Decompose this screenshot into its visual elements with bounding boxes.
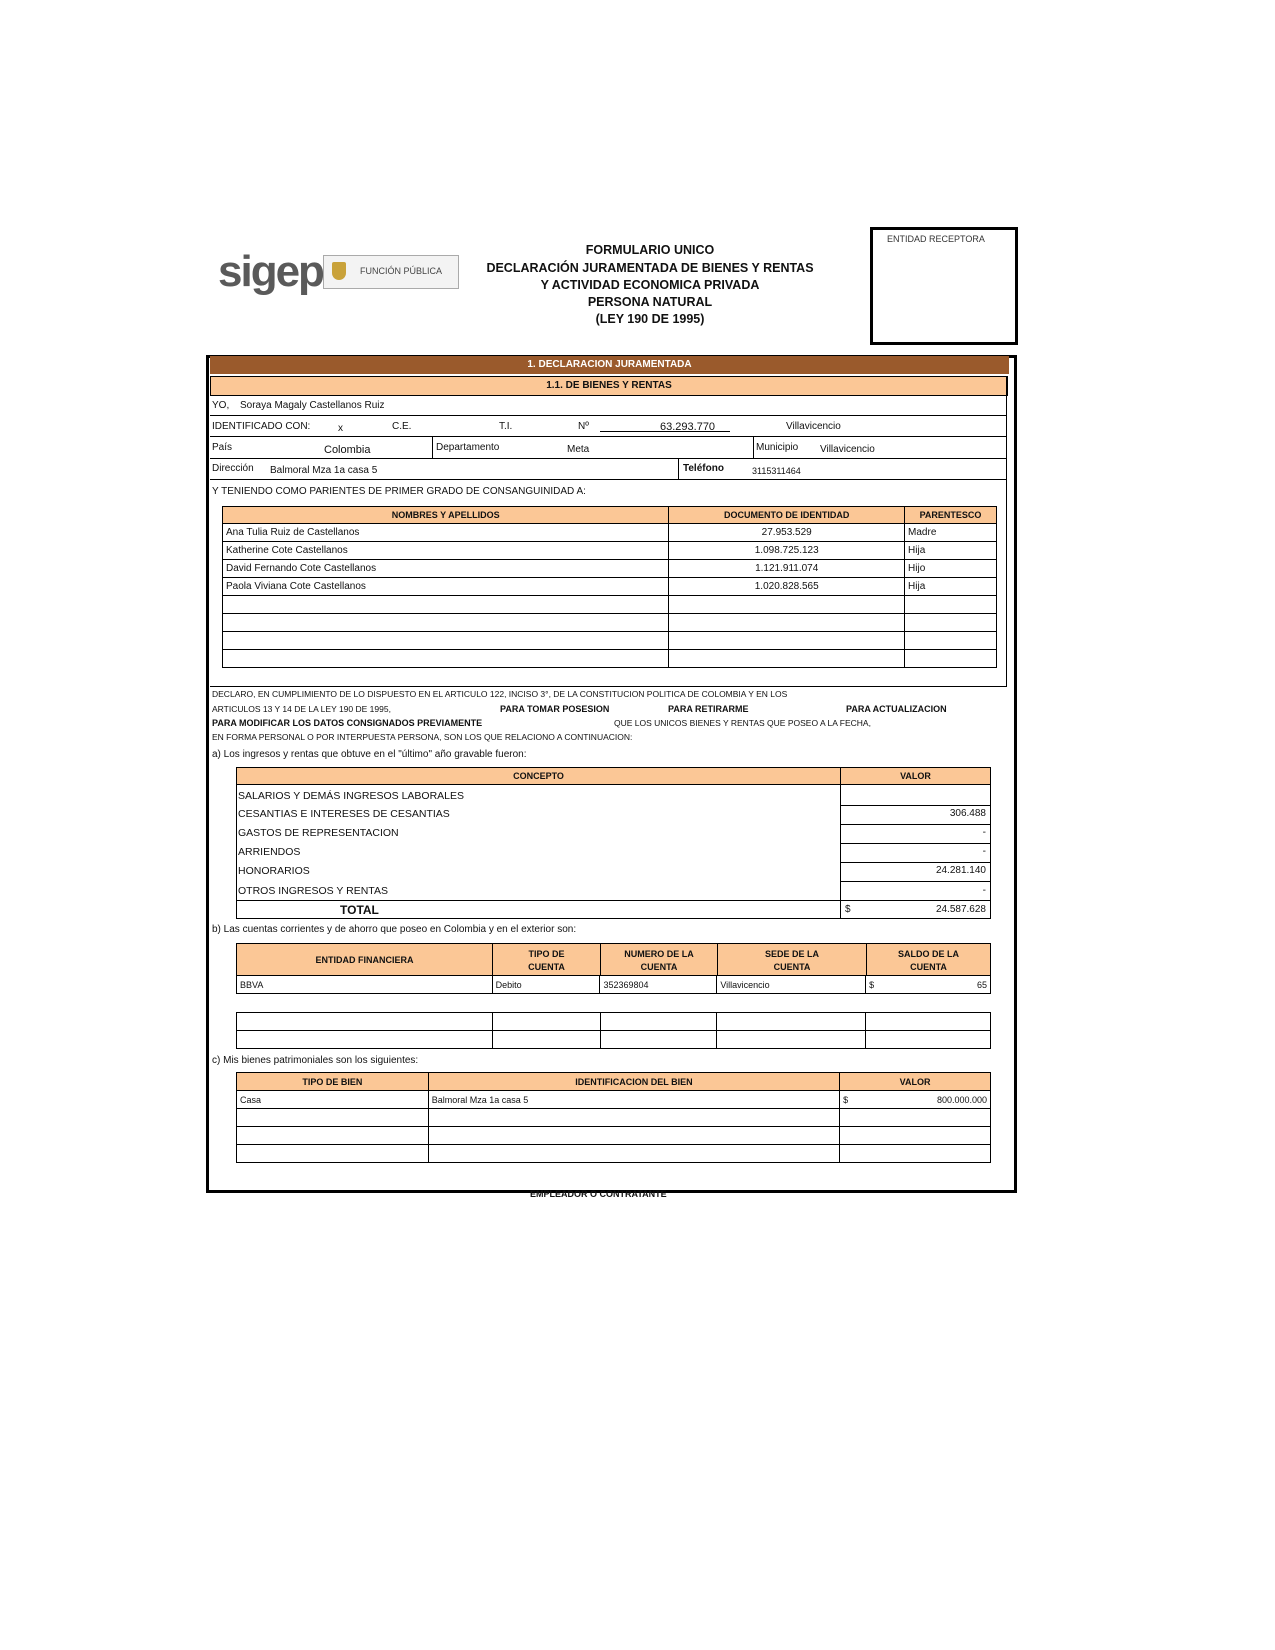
telefono-value[interactable]: 3115311464 xyxy=(752,466,801,476)
cuentas-table-empty xyxy=(236,1012,991,1049)
departamento-label: Departamento xyxy=(436,442,500,453)
declaro-line-4: EN FORMA PERSONAL O POR INTERPUESTA PERSONA, SON LOS QUE RELACIONO A CONTINUACION: xyxy=(212,732,633,742)
saldo-value: 65 xyxy=(976,979,987,990)
municipio-label: Municipio xyxy=(756,442,799,453)
ingreso-concepto: GASTOS DE REPRESENTACION xyxy=(238,827,399,839)
bien-currency: $ xyxy=(843,1094,849,1105)
bienes-header-tipo: TIPO DE BIEN xyxy=(237,1073,429,1091)
no-label: Nº xyxy=(578,421,589,432)
section-title: 1. DECLARACION JURAMENTADA xyxy=(210,356,1009,374)
saldo-currency: $ xyxy=(869,979,875,990)
ce-label: C.E. xyxy=(392,421,412,432)
para-tomar-posesion[interactable]: PARA TOMAR POSESION xyxy=(500,704,610,714)
relatives-intro: Y TENIENDO COMO PARIENTES DE PRIMER GRADO DE CONSANGUINIDAD A: xyxy=(212,486,586,497)
relatives-header-doc: DOCUMENTO DE IDENTIDAD xyxy=(669,507,905,524)
table-row xyxy=(237,1031,991,1049)
ingresos-header-valor: VALOR xyxy=(840,767,991,785)
table-row xyxy=(237,1013,991,1031)
declaro-line-3: QUE LOS UNICOS BIENES Y RENTAS QUE POSEO A LA FECHA, xyxy=(614,718,871,728)
para-modificar[interactable]: PARA MODIFICAR LOS DATOS CONSIGNADOS PREVIAMENTE xyxy=(212,718,483,728)
cuentas-header-tipo: TIPO DE CUENTA xyxy=(492,943,601,976)
id-number[interactable]: 63.293.770 xyxy=(660,421,716,433)
declaro-line-1: DECLARO, EN CUMPLIMIENTO DE LO DISPUESTO EN EL ARTICULO 122, INCISO 3°, DE LA CONSTITUCION POLITICA DE COLOMBIA Y EN LOS xyxy=(212,689,788,699)
relatives-header-parentesco: PARENTESCO xyxy=(905,507,997,524)
ingreso-concepto: HONORARIOS xyxy=(238,865,310,877)
table-row xyxy=(223,614,997,632)
coat-of-arms-icon xyxy=(332,262,346,280)
table-row xyxy=(223,650,997,668)
declaro-line-2: ARTICULOS 13 Y 14 DE LA LEY 190 DE 1995, xyxy=(212,704,391,714)
bienes-header-identificacion: IDENTIFICACION DEL BIEN xyxy=(428,1073,839,1091)
relatives-header-name: NOMBRES Y APELLIDOS xyxy=(223,507,669,524)
ti-label: T.I. xyxy=(499,421,513,432)
departamento-value[interactable]: Meta xyxy=(567,444,590,455)
municipio-value[interactable]: Villavicencio xyxy=(820,444,875,455)
section-subtitle: 1.1. DE BIENES Y RENTAS xyxy=(210,376,1008,396)
cuentas-header-saldo: SALDO DE LA CUENTA xyxy=(866,943,991,976)
form-title-1: FORMULARIO UNICO xyxy=(585,243,715,257)
ingreso-valor[interactable]: 24.281.140 xyxy=(935,865,986,876)
ingreso-concepto: CESANTIAS E INTERESES DE CESANTIAS xyxy=(238,808,450,820)
declarant-name[interactable]: Soraya Magaly Castellanos Ruiz xyxy=(240,400,385,411)
table-row xyxy=(237,1109,991,1127)
bien-value: 800.000.000 xyxy=(936,1094,987,1105)
table-row: David Fernando Cote Castellanos 1.121.911.074 Hijo xyxy=(223,560,997,578)
ingreso-valor[interactable]: - xyxy=(982,885,986,896)
ingreso-concepto: ARRIENDOS xyxy=(238,846,301,858)
funcion-publica-label: FUNCIÓN PÚBLICA xyxy=(360,266,443,276)
ingresos-header-concepto: CONCEPTO xyxy=(236,767,841,785)
bienes-table xyxy=(236,1072,991,1163)
telefono-label: Teléfono xyxy=(683,463,724,474)
ingreso-concepto: OTROS INGRESOS Y RENTAS xyxy=(238,885,388,897)
funcion-publica-logo xyxy=(323,255,459,289)
ingreso-concepto: SALARIOS Y DEMÁS INGRESOS LABORALES xyxy=(238,790,465,802)
ingreso-valor[interactable]: - xyxy=(982,846,986,857)
identificado-label: IDENTIFICADO CON: xyxy=(212,421,311,432)
entidad-receptora-box[interactable] xyxy=(870,227,1018,345)
cuentas-intro: b) Las cuentas corrientes y de ahorro que poseo en Colombia y en el exterior son: xyxy=(212,924,577,935)
bienes-header-valor: VALOR xyxy=(840,1073,991,1091)
direccion-value[interactable]: Balmoral Mza 1a casa 5 xyxy=(270,465,378,476)
id-city[interactable]: Villavicencio xyxy=(786,421,841,432)
table-row: Casa Balmoral Mza 1a casa 5 $ 800.000.000 xyxy=(237,1091,991,1109)
sigep-logo: sigep xyxy=(218,247,323,296)
relatives-table xyxy=(222,506,997,668)
bienes-intro: c) Mis bienes patrimoniales son los siguientes: xyxy=(212,1055,419,1066)
total-label: TOTAL xyxy=(340,903,379,917)
table-row: BBVA Debito 352369804 Villavicencio $ 65 xyxy=(237,976,991,994)
table-row xyxy=(223,596,997,614)
para-actualizacion[interactable]: PARA ACTUALIZACION xyxy=(846,704,947,714)
form-title-3: Y ACTIVIDAD ECONOMICA PRIVADA xyxy=(540,278,760,292)
cuentas-header-entidad: ENTIDAD FINANCIERA xyxy=(236,943,493,976)
form-title-2: DECLARACIÓN JURAMENTADA DE BIENES Y RENTAS xyxy=(486,261,814,275)
yo-label: YO, xyxy=(212,400,230,411)
cuentas-table xyxy=(236,975,991,994)
empleador-contratante: EMPLEADOR O CONTRATANTE xyxy=(530,1189,667,1199)
cuentas-header-numero: NUMERO DE LA CUENTA xyxy=(600,943,718,976)
ingresos-intro: a) Los ingresos y rentas que obtuve en el "último" año gravable fueron: xyxy=(212,749,527,760)
table-row: Ana Tulia Ruiz de Castellanos 27.953.529 Madre xyxy=(223,524,997,542)
table-row: Paola Viviana Cote Castellanos 1.020.828.565 Hija xyxy=(223,578,997,596)
total-value: 24.587.628 xyxy=(935,904,986,915)
para-retirarme[interactable]: PARA RETIRARME xyxy=(668,704,749,714)
table-row xyxy=(237,1127,991,1145)
entidad-receptora-label: ENTIDAD RECEPTORA xyxy=(887,234,985,244)
pais-value[interactable]: Colombia xyxy=(324,444,371,456)
table-row xyxy=(237,1145,991,1163)
form-title-4: PERSONA NATURAL xyxy=(587,295,713,309)
pais-label: País xyxy=(212,442,233,453)
table-row xyxy=(223,632,997,650)
cuentas-header-sede: SEDE DE LA CUENTA xyxy=(717,943,867,976)
form-title-5: (LEY 190 DE 1995) xyxy=(595,312,705,326)
direccion-label: Dirección xyxy=(212,463,254,474)
table-row: Katherine Cote Castellanos 1.098.725.123 Hija xyxy=(223,542,997,560)
ingreso-valor[interactable]: - xyxy=(982,827,986,838)
cc-checkbox[interactable]: x xyxy=(338,423,343,434)
total-currency: $ xyxy=(845,904,851,915)
ingreso-valor[interactable]: 306.488 xyxy=(949,808,986,819)
